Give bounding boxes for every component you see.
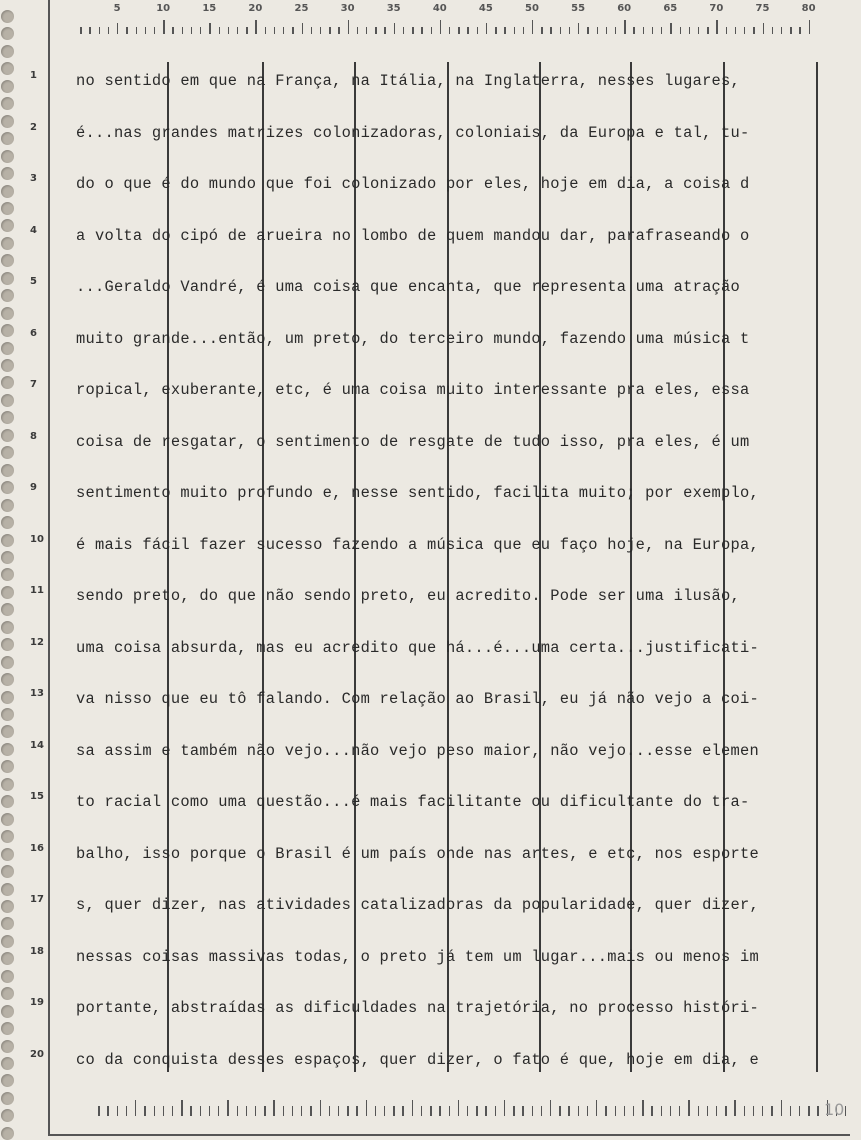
binder-hole — [1, 603, 14, 616]
ruler-tick — [126, 1106, 127, 1116]
ruler-tick — [753, 27, 754, 34]
ruler-tick — [559, 1106, 560, 1116]
binder-hole — [1, 132, 14, 145]
ruler-tick — [431, 27, 432, 34]
ruler-tick — [135, 1100, 136, 1116]
binder-hole — [1, 830, 14, 843]
ruler-tick — [771, 1106, 772, 1116]
binder-hole — [1, 987, 14, 1000]
ruler-tick — [514, 27, 515, 34]
binder-hole — [1, 743, 14, 756]
column-rule — [167, 62, 169, 1072]
binder-hole — [1, 254, 14, 267]
ruler-label: 30 — [340, 3, 355, 14]
ruler-tick — [698, 1106, 699, 1116]
ruler-tick — [569, 27, 570, 34]
text-line: é...nas grandes matrizes colonizadoras, coloniais, da Europa e tal, tu- — [76, 123, 750, 142]
line-number: 5 — [30, 276, 37, 287]
ruler-tick — [707, 27, 708, 34]
ruler-tick — [348, 20, 349, 34]
line-number: 9 — [30, 482, 37, 493]
binder-hole — [1, 481, 14, 494]
ruler-label: 15 — [202, 3, 217, 14]
ruler-tick — [744, 1106, 745, 1116]
ruler-tick — [393, 1106, 394, 1116]
line-number: 6 — [30, 327, 37, 339]
ruler-tick — [218, 1106, 219, 1116]
binder-hole — [1, 167, 14, 180]
binder-hole — [1, 848, 14, 861]
binder-hole — [1, 1092, 14, 1105]
binder-hole — [1, 865, 14, 878]
ruler-tick — [467, 1106, 468, 1116]
binder-hole — [1, 272, 14, 285]
ruler-tick — [550, 1100, 551, 1116]
ruler-tick — [439, 1106, 440, 1116]
ruler-tick — [763, 23, 764, 34]
binder-hole — [1, 1057, 14, 1070]
ruler-label: 65 — [663, 3, 678, 14]
ruler-tick — [209, 1106, 210, 1116]
ruler-label: 50 — [525, 3, 539, 14]
ruler-tick — [615, 27, 616, 34]
text-line: muito grande...então, um preto, do terceiro mundo, fazendo uma música t — [76, 329, 750, 348]
ruler-tick — [246, 27, 247, 34]
binder-hole — [1, 1005, 14, 1018]
binder-hole — [1, 411, 14, 424]
binder-hole — [1, 638, 14, 651]
ruler-tick — [642, 1100, 643, 1116]
binder-hole — [1, 883, 14, 896]
ruler-tick — [726, 27, 727, 34]
ruler-tick — [98, 1106, 99, 1116]
ruler-tick — [172, 27, 173, 34]
ruler-tick — [744, 27, 745, 34]
ruler-tick — [190, 1106, 191, 1116]
ruler-label: 35 — [386, 3, 401, 14]
ruler-tick — [707, 1106, 708, 1116]
ruler-tick — [200, 27, 201, 34]
ruler-tick — [504, 1100, 505, 1116]
binder-hole — [1, 725, 14, 738]
binder-hole — [1, 307, 14, 320]
column-rule — [447, 62, 449, 1072]
ruler-tick — [449, 1106, 450, 1116]
ruler-tick — [375, 1106, 376, 1116]
binder-hole — [1, 917, 14, 930]
binder-hole — [1, 760, 14, 773]
ruler-tick — [735, 27, 736, 34]
ruler-tick — [596, 1100, 597, 1116]
ruler-tick — [320, 27, 321, 34]
binder-hole — [1, 551, 14, 564]
binder-hole — [1, 900, 14, 913]
text-line: no sentido em que na França, na Itália, na Inglaterra, nesses lugares, — [76, 72, 741, 90]
binder-hole — [1, 621, 14, 634]
ruler-tick — [651, 1106, 652, 1116]
ruler-tick — [689, 27, 690, 34]
ruler-tick — [255, 20, 256, 34]
ruler-tick — [209, 23, 210, 34]
text-line: co da conquista desses espaços, quer dizer, o fato é que, hoje em dia, e — [76, 1050, 759, 1069]
ruler-tick — [421, 1106, 422, 1116]
ruler-tick — [310, 1106, 311, 1116]
ruler-tick — [154, 27, 155, 34]
binder-hole — [1, 429, 14, 442]
page-number: 10 — [824, 1100, 845, 1119]
ruler-tick — [375, 27, 376, 34]
ruler-tick — [311, 27, 312, 34]
line-number: 10 — [30, 533, 44, 545]
ruler-label: 75 — [755, 3, 770, 14]
ruler-tick — [716, 20, 717, 34]
ruler-tick — [144, 1106, 145, 1116]
ruler-tick — [264, 1106, 265, 1116]
column-rule — [262, 62, 264, 1072]
ruler-tick — [568, 1106, 569, 1116]
ruler-tick — [347, 1106, 348, 1116]
binder-hole — [1, 342, 14, 355]
binder-hole — [1, 97, 14, 110]
binder-hole — [1, 80, 14, 93]
ruler-label: 60 — [617, 3, 632, 14]
ruler-tick — [670, 1106, 671, 1116]
ruler-tick — [817, 1106, 818, 1116]
ruler-tick — [587, 1106, 588, 1116]
ruler-label: 55 — [571, 3, 586, 14]
binder-hole — [1, 952, 14, 965]
column-rule — [723, 62, 725, 1072]
ruler-tick — [725, 1106, 726, 1116]
ruler-label: 20 — [248, 3, 263, 14]
ruler-tick — [273, 1100, 274, 1116]
binder-hole — [1, 673, 14, 686]
binder-hole — [1, 1040, 14, 1053]
ruler-tick — [412, 1100, 413, 1116]
ruler-tick — [781, 27, 782, 34]
binder-hole — [1, 219, 14, 232]
ruler-tick — [255, 1106, 256, 1116]
binder-hole — [1, 289, 14, 302]
column-rule — [539, 62, 541, 1072]
ruler-tick — [790, 1106, 791, 1116]
ruler-tick — [624, 1106, 625, 1116]
ruler-tick — [163, 20, 164, 34]
ruler-tick — [587, 27, 588, 34]
ruler-tick — [661, 1106, 662, 1116]
binder-hole — [1, 691, 14, 704]
ruler-tick — [781, 1100, 782, 1116]
ruler-tick — [753, 1106, 754, 1116]
binder-hole — [1, 1022, 14, 1035]
ruler-tick — [808, 1106, 809, 1116]
ruler-tick — [237, 1106, 238, 1116]
ruler-tick — [597, 27, 598, 34]
binder-hole — [1, 586, 14, 599]
binder-hole — [1, 970, 14, 983]
ruler-tick — [504, 27, 505, 34]
ruler-tick — [329, 27, 330, 34]
text-line: sa assim e também não vejo...não vejo peso maior, não vejo...esse elemen — [76, 741, 759, 760]
binder-hole — [1, 795, 14, 808]
ruler-tick — [394, 23, 395, 34]
binder-hole — [1, 778, 14, 791]
top-ruler — [48, 0, 848, 40]
binder-hole — [1, 1109, 14, 1122]
ruler-tick — [652, 27, 653, 34]
ruler-tick — [458, 1100, 459, 1116]
text-line: portante, abstraídas as dificuldades na trajetória, no processo históri- — [76, 999, 759, 1017]
text-line: ropical, exuberante, etc, é uma coisa muito interessante pra eles, essa — [76, 381, 750, 399]
ruler-tick — [615, 1106, 616, 1116]
ruler-tick — [522, 1106, 523, 1116]
text-line: s, quer dizer, nas atividades catalizadoras da popularidade, quer dizer, — [76, 896, 759, 914]
binder-hole — [1, 935, 14, 948]
ruler-tick — [605, 1106, 606, 1116]
column-rule — [816, 62, 818, 1072]
ruler-tick — [292, 27, 293, 34]
column-rule — [630, 62, 632, 1072]
ruler-tick — [200, 1106, 201, 1116]
ruler-tick — [283, 1106, 284, 1116]
ruler-tick — [495, 1106, 496, 1116]
line-number: 2 — [30, 121, 37, 133]
ruler-tick — [624, 20, 625, 34]
ruler-tick — [182, 27, 183, 34]
ruler-tick — [154, 1106, 155, 1116]
binder-hole — [1, 202, 14, 215]
line-number: 18 — [30, 945, 44, 957]
ruler-tick — [136, 27, 137, 34]
ruler-tick — [513, 1106, 514, 1116]
ruler-tick — [403, 27, 404, 34]
line-number: 8 — [30, 430, 37, 442]
line-number: 11 — [30, 585, 44, 596]
ruler-tick — [633, 27, 634, 34]
ruler-tick — [716, 1106, 717, 1116]
bottom-ruler — [48, 1092, 848, 1122]
text-line: va nisso que eu tô falando. Com relação ao Brasil, eu já não vejo a coi- — [76, 690, 759, 708]
ruler-label: 80 — [801, 3, 816, 14]
ruler-tick — [80, 27, 81, 34]
line-number: 7 — [30, 379, 37, 390]
ruler-tick — [698, 27, 699, 34]
ruler-tick — [772, 27, 773, 34]
ruler-tick — [799, 1106, 800, 1116]
ruler-tick — [356, 1106, 357, 1116]
ruler-tick — [126, 27, 127, 34]
ruler-tick — [440, 20, 441, 34]
ruler-tick — [384, 27, 385, 34]
ruler-tick — [301, 1106, 302, 1116]
ruler-tick — [523, 27, 524, 34]
line-number: 14 — [30, 739, 44, 751]
ruler-label: 5 — [113, 3, 121, 14]
ruler-label: 70 — [709, 3, 724, 14]
ruler-tick — [117, 1106, 118, 1116]
binder-hole — [1, 185, 14, 198]
ruler-tick — [292, 1106, 293, 1116]
ruler-tick — [680, 27, 681, 34]
ruler-tick — [578, 1106, 579, 1116]
text-line: sendo preto, do que não sendo preto, eu acredito. Pode ser uma ilusão, — [76, 587, 741, 605]
binder-hole — [1, 464, 14, 477]
ruler-tick — [550, 27, 551, 34]
ruler-tick — [643, 27, 644, 34]
binder-hole — [1, 45, 14, 58]
line-number: 3 — [30, 173, 37, 184]
binder-hole — [1, 656, 14, 669]
line-number: 4 — [30, 224, 37, 236]
binder-hole — [1, 708, 14, 721]
ruler-tick — [486, 23, 487, 34]
binder-hole — [1, 10, 14, 23]
binder-hole — [1, 1074, 14, 1087]
ruler-tick — [108, 27, 109, 34]
ruler-tick — [477, 27, 478, 34]
binder-holes — [0, 0, 22, 1140]
line-number: 15 — [30, 791, 44, 802]
ruler-tick — [467, 27, 468, 34]
text-line: ...Geraldo Vandré, é uma coisa que encanta, que representa uma atração — [76, 278, 741, 296]
ruler-tick — [329, 1106, 330, 1116]
binder-hole — [1, 237, 14, 250]
binder-hole — [1, 376, 14, 389]
binder-hole — [1, 813, 14, 826]
ruler-tick — [320, 1100, 321, 1116]
line-number: 1 — [30, 70, 37, 81]
ruler-tick — [421, 27, 422, 34]
binder-hole — [1, 27, 14, 40]
ruler-tick — [476, 1106, 477, 1116]
ruler-tick — [809, 20, 810, 34]
ruler-tick — [107, 1106, 108, 1116]
text-line: balho, isso porque o Brasil é um país onde nas artes, e etc, nos esporte — [76, 844, 759, 863]
ruler-tick — [181, 1100, 182, 1116]
ruler-tick — [541, 27, 542, 34]
ruler-tick — [219, 27, 220, 34]
ruler-tick — [265, 27, 266, 34]
ruler-label: 10 — [156, 3, 171, 14]
ruler-tick — [541, 1106, 542, 1116]
binder-hole — [1, 1127, 14, 1140]
ruler-tick — [532, 20, 533, 34]
text-line: sentimento muito profundo e, nesse sentido, facilita muito; por exemplo, — [76, 484, 759, 502]
ruler-tick — [99, 27, 100, 34]
ruler-label: 40 — [432, 3, 447, 14]
ruler-tick — [578, 23, 579, 34]
ruler-tick — [449, 27, 450, 34]
ruler-tick — [338, 27, 339, 34]
ruler-tick — [734, 1100, 735, 1116]
binder-hole — [1, 568, 14, 581]
ruler-tick — [560, 27, 561, 34]
ruler-tick — [117, 23, 118, 34]
ruler-tick — [679, 1106, 680, 1116]
ruler-label: 45 — [478, 3, 493, 14]
ruler-tick — [302, 23, 303, 34]
column-rule — [354, 62, 356, 1072]
text-line: é mais fácil fazer sucesso fazendo a música que eu faço hoje, na Europa, — [76, 535, 759, 554]
line-number: 20 — [30, 1048, 44, 1060]
text-line: nessas coisas massivas todas, o preto já tem um lugar...mais ou menos im — [76, 947, 759, 966]
binder-hole — [1, 516, 14, 529]
text-line: coisa de resgatar, o sentimento de resgate de tudo isso, pra eles, é um — [76, 432, 750, 451]
text-line: a volta do cipó de arueira no lombo de quem mandou dar, parafraseando o — [76, 226, 750, 245]
binder-hole — [1, 359, 14, 372]
ruler-tick — [430, 1106, 431, 1116]
text-line: to racial como uma questão...é mais facilitante ou dificultante do tra- — [76, 793, 750, 811]
ruler-label: 25 — [294, 3, 309, 14]
binder-hole — [1, 446, 14, 459]
ruler-tick — [172, 1106, 173, 1116]
binder-hole — [1, 324, 14, 337]
ruler-tick — [274, 27, 275, 34]
ruler-tick — [762, 1106, 763, 1116]
ruler-tick — [283, 27, 284, 34]
ruler-tick — [799, 27, 800, 34]
text-line: uma coisa absurda, mas eu acredito que há...é...uma certa...justificati- — [76, 638, 759, 657]
ruler-tick — [458, 27, 459, 34]
ruler-tick — [661, 27, 662, 34]
binder-hole — [1, 499, 14, 512]
ruler-tick — [670, 23, 671, 34]
ruler-tick — [366, 27, 367, 34]
ruler-tick — [412, 27, 413, 34]
ruler-tick — [227, 1100, 228, 1116]
ruler-tick — [402, 1106, 403, 1116]
binder-hole — [1, 150, 14, 163]
binder-hole — [1, 115, 14, 128]
ruler-tick — [532, 1106, 533, 1116]
line-number: 16 — [30, 842, 44, 854]
line-number: 13 — [30, 688, 44, 699]
binder-hole — [1, 534, 14, 547]
ruler-tick — [633, 1106, 634, 1116]
ruler-tick — [145, 27, 146, 34]
ruler-tick — [495, 27, 496, 34]
binder-hole — [1, 62, 14, 75]
binder-hole — [1, 394, 14, 407]
ruler-tick — [366, 1100, 367, 1116]
line-number: 12 — [30, 636, 44, 648]
ruler-tick — [790, 27, 791, 34]
ruler-tick — [357, 27, 358, 34]
ruler-tick — [191, 27, 192, 34]
text-line: do o que é do mundo que foi colonizado por eles, hoje em dia, a coisa d — [76, 175, 750, 193]
ruler-tick — [845, 1106, 846, 1116]
ruler-tick — [237, 27, 238, 34]
line-number: 17 — [30, 894, 44, 905]
ruler-tick — [384, 1106, 385, 1116]
ruler-tick — [606, 27, 607, 34]
ruler-tick — [688, 1100, 689, 1116]
line-number: 19 — [30, 997, 44, 1008]
ruler-tick — [89, 27, 90, 34]
ruler-tick — [246, 1106, 247, 1116]
ruler-tick — [228, 27, 229, 34]
ruler-tick — [485, 1106, 486, 1116]
ruler-tick — [338, 1106, 339, 1116]
ruler-tick — [163, 1106, 164, 1116]
